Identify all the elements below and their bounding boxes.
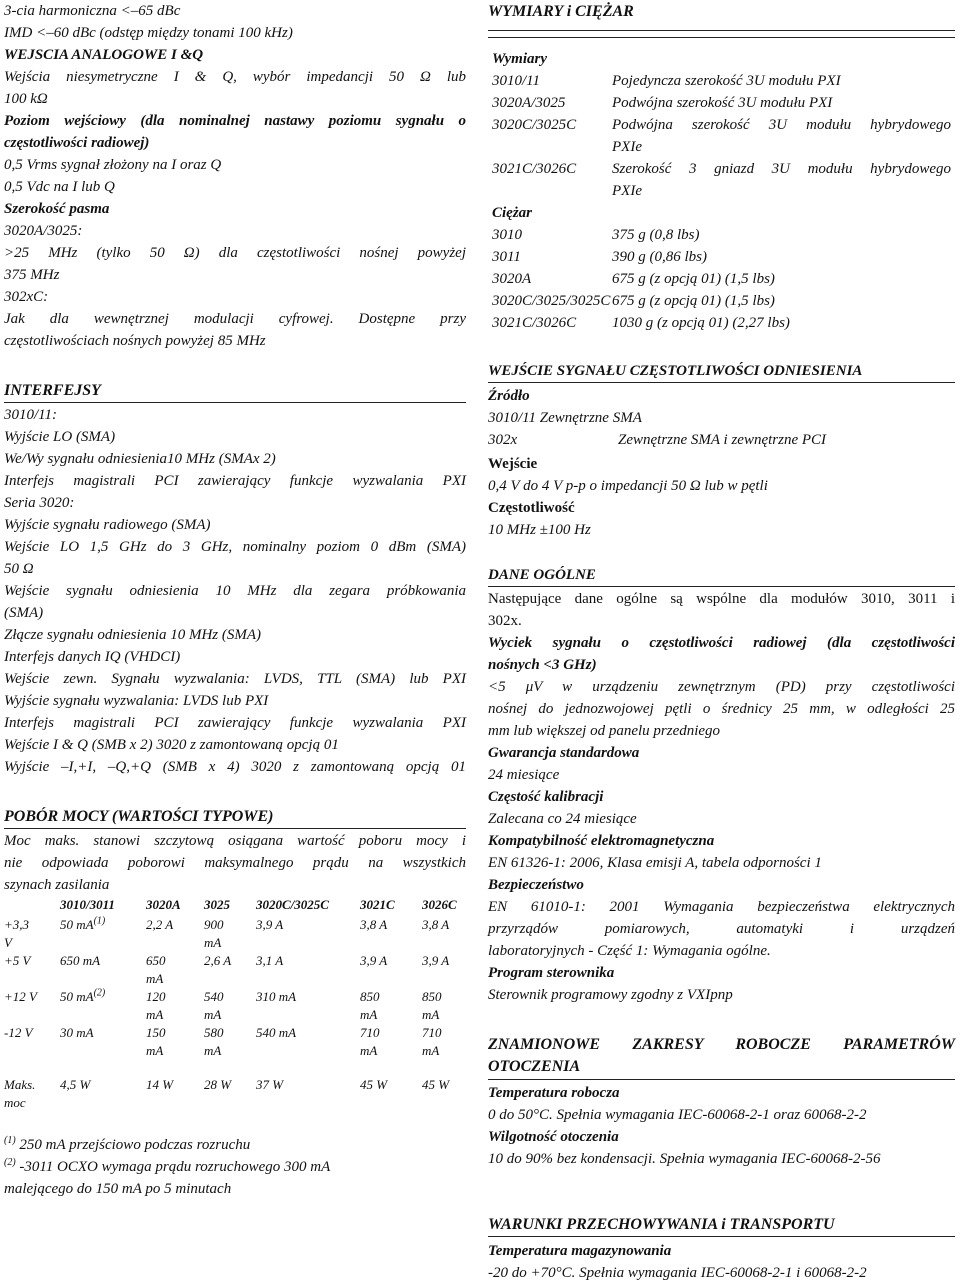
analog-line: 100 kΩ (4, 91, 48, 107)
general-line: Częstość kalibracji (488, 789, 604, 805)
dims-row-value: PXIe (612, 139, 642, 155)
general-line: Następujące dane ogólne są wspólne dla modułów 3010, 3011 i (488, 591, 955, 607)
power-table-cell: mA (360, 1007, 378, 1022)
weight-row-value: 675 g (z opcją 01) (1,5 lbs) (612, 293, 775, 309)
weight-row-value: 675 g (z opcją 01) (1,5 lbs) (612, 271, 775, 287)
dims-row-value: Pojedyncza szerokość 3U modułu PXI (612, 73, 841, 89)
interface-line: Wejście sygnału odniesienia 10 MHz dla zegara próbkowania (4, 583, 466, 599)
ref-frequency-label: Częstotliwość (488, 500, 575, 516)
power-table-cell: 2,6 A (204, 953, 232, 968)
analog-inputs-section (4, 44, 466, 352)
ref-source-1: 3010/11 Zewnętrzne SMA (488, 410, 642, 426)
power-table-cell: 850 (360, 989, 380, 1004)
dims-row-value: Szerokość 3 gniazd 3U modułu hybrydowego (612, 161, 951, 177)
analog-line: >25 MHz (tylko 50 Ω) dla częstotliwości nośnej powyżej (4, 245, 466, 261)
analog-line: 375 MHz (4, 267, 60, 283)
power-table-cell: 580 (204, 1025, 224, 1040)
general-line: Program sterownika (488, 965, 615, 981)
storage-line: Temperatura magazynowania (488, 1243, 672, 1259)
analog-line: 0,5 Vrms sygnał złożony na I oraz Q (4, 157, 222, 173)
general-line: <5 μV w urządzeniu zewnętrznym (PD) przy częstotliwości (488, 679, 955, 695)
reference-title: WEJŚCIE SYGNAŁU CZĘSTOTLIWOŚCI ODNIESIENIA (488, 363, 863, 379)
analog-line: 302xC: (4, 289, 49, 305)
power-table-cell: 3,8 A (360, 917, 388, 932)
dims-divider-bottom (488, 37, 955, 38)
general-line: mm lub większej od panelu przedniego (488, 723, 721, 739)
interface-line: Wejście I & Q (SMB x 2) 3020 z zamontowaną opcją 01 (4, 737, 339, 753)
power-table-row-label: moc (4, 1095, 26, 1110)
interface-line: Seria 3020: (4, 495, 75, 511)
interfaces-title: INTERFEJSY (4, 382, 101, 399)
power-note: $^{(1)}$ 250 mA przejściowo podczas rozruchu (4, 1135, 251, 1153)
general-line: Zalecana co 24 miesiące (488, 811, 637, 827)
interface-line: Interfejs magistrali PCI zawierający funkcje wyzwalania PXI (4, 715, 466, 731)
power-table-header: 3021C (360, 897, 395, 912)
dims-row-key: 3020A/3025 (492, 95, 566, 111)
general-line: laboratoryjnych - Część 1: Wymagania ogólne. (488, 943, 771, 959)
power-notes (4, 1134, 466, 1200)
interface-line: Wejście LO 1,5 GHz do 3 GHz, nominalny poziom 0 dBm (SMA) (4, 539, 466, 555)
weight-row-value: 1030 g (z opcją 01) (2,27 lbs) (612, 315, 790, 331)
general-line: Sterownik programowy zgodny z VXIpnp (488, 987, 733, 1003)
weight-row-key: 3021C/3026C (492, 315, 577, 331)
power-table-cell: 3,9 A (256, 917, 284, 932)
intro-block (4, 0, 466, 44)
power-table-header: 3020A (146, 897, 181, 912)
power-line: nie odpowiada poborowi maksymalnego prądu na wszystkich (4, 855, 466, 871)
power-table-cell: 45 W (360, 1077, 388, 1092)
interface-line: 50 Ω (4, 561, 34, 577)
general-line: Bezpieczeństwo (488, 877, 584, 893)
dims-row-key: 3020C/3025C (492, 117, 577, 133)
interface-line: We/Wy sygnału odniesienia10 MHz (SMAx 2) (4, 451, 276, 467)
weight-row-key: 3011 (492, 249, 521, 265)
power-table-cell: 900 (204, 917, 224, 932)
power-table-cell: 3,8 A (422, 917, 450, 932)
power-table-cell: 540 (204, 989, 224, 1004)
analog-line: 0,5 Vdc na I lub Q (4, 179, 115, 195)
power-table-cell: 3,9 A (422, 953, 450, 968)
power-table-header: 3020C/3025C (256, 897, 329, 912)
power-table-cell: 850 (422, 989, 442, 1004)
power-table-header: 3010/3011 (60, 897, 115, 912)
env-title-line2: OTOCZENIA (488, 1058, 581, 1075)
power-table-cell: mA (360, 1043, 378, 1058)
ref-source-2-value: Zewnętrzne SMA i zewnętrzne PCI (618, 432, 827, 448)
power-table-cell: mA (146, 971, 164, 986)
analog-line: Wejścia niesymetryczne I & Q, wybór impedancji 50 Ω lub (4, 69, 466, 85)
weight-row-key: 3010 (492, 227, 522, 243)
power-table-cell: 650 mA (60, 953, 101, 968)
power-table-cell: 120 (146, 989, 166, 1004)
general-line: Gwarancja standardowa (488, 745, 640, 761)
general-section (488, 564, 955, 1003)
power-table-row-label: +3,3 (4, 917, 30, 932)
power-table-row-label: +5 V (4, 953, 31, 968)
general-divider (488, 586, 955, 587)
env-line: Temperatura robocza (488, 1085, 620, 1101)
dims-row-key: 3021C/3026C (492, 161, 577, 177)
interface-line: Wyjście –I,+I, –Q,+Q (SMB x 4) 3020 z zamontowaną opcją 01 (4, 759, 466, 775)
power-table-header: 3025 (204, 897, 230, 912)
interface-line: Wyjście sygnału wyzwalania: LVDS lub PXI (4, 693, 269, 709)
weight-row-value: 375 g (0,8 lbs) (612, 227, 700, 243)
storage-line: -20 do +70°C. Spełnia wymagania IEC-60068-2-1 i 60068-2-2 (488, 1265, 867, 1281)
power-table-cell: 45 W (422, 1077, 450, 1092)
power-table-row-label: +12 V (4, 989, 37, 1004)
dims-title: WYMIARY i CIĘŻAR (488, 3, 634, 20)
intro-line: 3-cia harmoniczna <–65 dBc (4, 3, 181, 19)
reference-section (488, 360, 955, 538)
power-section (4, 806, 466, 893)
power-table-cell: 50 $mA^{(1)}$ (60, 915, 106, 932)
interface-line: 3010/11: (4, 407, 58, 423)
power-table-cell: 37 W (256, 1077, 284, 1092)
analog-line: Poziom wejściowy (dla nominalnej nastawy poziomu sygnału o (4, 113, 466, 129)
analog-line: częstotliwościach nośnych powyżej 85 MHz (4, 333, 266, 349)
power-table-cell: mA (422, 1043, 440, 1058)
ref-input-value: 0,4 V do 4 V p-p o impedancji 50 Ω lub w pętli (488, 478, 768, 494)
power-table-cell: 150 (146, 1025, 166, 1040)
power-table-cell: mA (204, 1043, 222, 1058)
general-title: DANE OGÓLNE (488, 567, 596, 583)
dims-wymiary-label: Wymiary (492, 51, 547, 67)
ref-source-2-key: 302x (488, 432, 518, 448)
interface-line: Interfejs danych IQ (VHDCI) (4, 649, 181, 665)
power-table (4, 896, 466, 1116)
power-table-cell: 30 mA (60, 1025, 94, 1040)
dims-row-key: 3010/11 (492, 73, 541, 89)
power-note: $^{(2)}$ -3011 OCXO wymaga prądu rozruchowego 300 mA (4, 1157, 331, 1175)
power-table-cell: 14 W (146, 1077, 174, 1092)
power-table-row-label: V (4, 935, 12, 950)
power-table-cell: 310 mA (256, 989, 297, 1004)
interface-line: Wyjście LO (SMA) (4, 429, 116, 445)
general-line: 302x. (488, 613, 522, 629)
power-table-cell: 710 (422, 1025, 442, 1040)
general-line: nośnej do jednozwojowej pętli o średnicy 25 mm, w odległości 25 (488, 701, 955, 717)
env-section (488, 1034, 955, 1167)
power-table-cell: 3,9 A (360, 953, 388, 968)
general-line: EN 61326-1: 2006, Klasa emisji A, tabela odporności 1 (488, 855, 822, 871)
env-line: Wilgotność otoczenia (488, 1129, 619, 1145)
power-table-cell: mA (204, 935, 222, 950)
power-table-cell: mA (146, 1007, 164, 1022)
analog-line: Szerokość pasma (4, 201, 110, 217)
intro-line: IMD <–60 dBc (odstęp między tonami 100 kHz) (4, 25, 293, 41)
general-line: EN 61010-1: 2001 Wymagania bezpieczeństwa elektrycznych (488, 899, 955, 915)
storage-divider (488, 1236, 955, 1237)
storage-title: WARUNKI PRZECHOWYWANIA i TRANSPORTU (488, 1216, 835, 1233)
power-table-row-label: -12 V (4, 1025, 33, 1040)
interface-line: Złącze sygnału odniesienia 10 MHz (SMA) (4, 627, 262, 643)
power-table-cell: 50 $mA^{(2)}$ (60, 987, 106, 1004)
dims-row-value: PXIe (612, 183, 642, 199)
power-table-cell: 2,2 A (146, 917, 174, 932)
power-table-cell: 540 mA (256, 1025, 297, 1040)
general-line: przyrządów pomiarowych, automatyki i urządzeń (488, 921, 955, 937)
env-line: 0 do 50°C. Spełnia wymagania IEC-60068-2-1 oraz 60068-2-2 (488, 1107, 867, 1123)
ref-input-label: Wejście (488, 456, 538, 472)
weight-row-key: 3020C/3025/3025C (492, 293, 611, 309)
power-table-cell: 650 (146, 953, 166, 968)
power-table-cell: 710 (360, 1025, 380, 1040)
analog-line: częstotliwości radiowej) (4, 135, 150, 151)
interfaces-divider (4, 402, 466, 403)
power-table-header: 3026C (422, 897, 457, 912)
analog-line: Jak dla wewnętrznej modulacji cyfrowej. Dostępne przy (4, 311, 466, 327)
interface-line: Wejście zewn. Sygnału wyzwalania: LVDS, TTL (SMA) lub PXI (4, 671, 466, 687)
env-line: 10 do 90% bez kondensacji. Spełnia wymagania IEC-60068-2-56 (488, 1151, 881, 1167)
dims-divider-top (488, 30, 955, 31)
storage-section (488, 1214, 955, 1281)
dims-row-value: Podwójna szerokość 3U modułu PXI (612, 95, 833, 111)
power-divider (4, 828, 466, 829)
interface-line: (SMA) (4, 605, 44, 621)
env-divider (488, 1079, 955, 1080)
power-table-cell: 4,5 W (60, 1077, 91, 1092)
power-table-row-label: Maks. (4, 1077, 36, 1092)
env-title-line1: ZNAMIONOWE ZAKRESY ROBOCZE PARAMETRÓW (488, 1036, 955, 1053)
power-note: malejącego do 150 mA po 5 minutach (4, 1181, 232, 1197)
interface-line: Wyjście sygnału radiowego (SMA) (4, 517, 211, 533)
general-line: Kompatybilność elektromagnetyczna (488, 833, 715, 849)
power-table-cell: mA (422, 1007, 440, 1022)
general-line: Wyciek sygnału o częstotliwości radiowej (dla częstotliwości (488, 635, 955, 651)
power-title: POBÓR MOCY (WARTOŚCI TYPOWE) (4, 808, 274, 825)
interfaces-section (4, 380, 466, 775)
power-table-cell: 28 W (204, 1077, 232, 1092)
interface-line: Interfejs magistrali PCI zawierający funkcje wyzwalania PXI (4, 473, 466, 489)
weight-row-value: 390 g (0,86 lbs) (612, 249, 707, 265)
ref-source-label: Źródło (488, 388, 530, 404)
dims-row-value: Podwójna szerokość 3U modułu hybrydowego (612, 117, 951, 133)
power-table-cell: 3,1 A (256, 953, 284, 968)
reference-divider (488, 382, 955, 383)
power-table-cell: mA (146, 1043, 164, 1058)
ref-frequency-value: 10 MHz ±100 Hz (488, 522, 591, 538)
general-line: 24 miesiące (488, 767, 560, 783)
power-line: szynach zasilania (4, 877, 110, 893)
analog-line: 3020A/3025: (4, 223, 83, 239)
dims-section (488, 0, 955, 331)
power-line: Moc maks. stanowi szczytową osiągana wartość poboru mocy i (4, 833, 466, 849)
power-table-cell: mA (204, 1007, 222, 1022)
analog-inputs-title: WEJSCIA ANALOGOWE I &Q (4, 47, 204, 63)
weight-row-key: 3020A (492, 271, 532, 287)
general-line: nośnych <3 GHz) (488, 657, 597, 673)
dims-ciezar-label: Ciężar (492, 205, 533, 221)
